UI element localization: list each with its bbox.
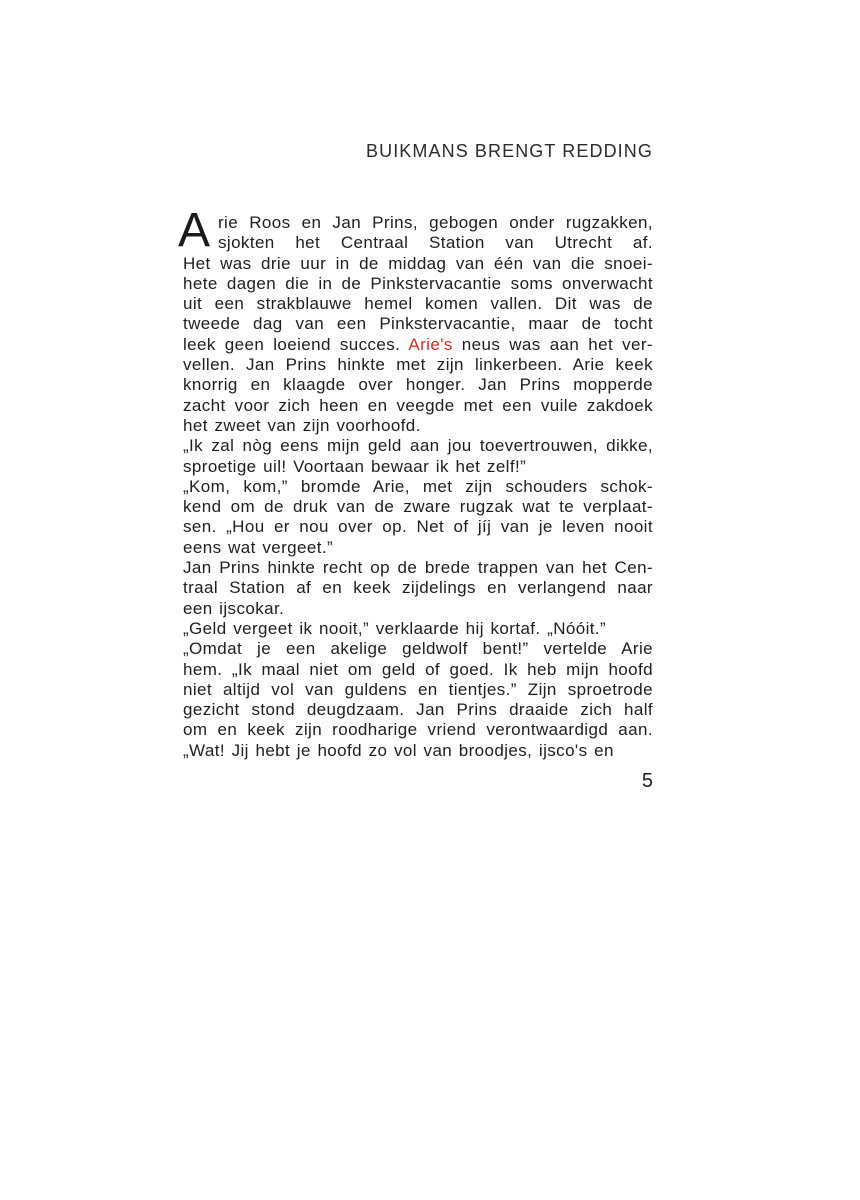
text-segment: een ijscokar. [183, 598, 285, 618]
text-segment: Het was drie uur in de middag van één van die snoei- [183, 253, 653, 273]
text-segment: „Ik zal nòg eens mijn geld aan jou toevertrouwen, dikke, [183, 436, 653, 456]
text-line [183, 254, 653, 274]
page-number: 5 [641, 770, 653, 792]
text-line [183, 497, 653, 517]
text-line [183, 213, 653, 233]
text-segment: „Kom, kom,” bromde Arie, met zijn schouders schok- [183, 476, 653, 496]
text-line [183, 314, 653, 334]
text-segment: het zweet van zijn voorhoofd. [183, 415, 421, 435]
paragraph [183, 558, 653, 619]
text-line [183, 416, 653, 436]
text-line [183, 619, 653, 639]
text-line [183, 680, 653, 700]
text-segment: „Geld vergeet ik nooit,” verklaarde hij kortaf. „Nóóit.” [183, 618, 607, 638]
text-line [183, 720, 653, 740]
text-line [183, 599, 653, 619]
text-segment: „Wat! Jij hebt je hoofd zo vol van broodjes, ijsco's en [183, 740, 614, 760]
paragraph [183, 213, 653, 436]
paragraph [183, 741, 653, 761]
text-line [183, 274, 653, 294]
text-segment: traal Station af en keek zijdelings en verlangend naar [183, 578, 653, 598]
text-line [183, 558, 653, 578]
text-segment: knorrig en klaagde over honger. Jan Prins mopperde [183, 375, 653, 395]
text-segment: hete dagen die in de Pinkstervacantie soms onverwacht [183, 273, 653, 293]
text-segment: gezicht stond deugdzaam. Jan Prins draaide zich half [183, 700, 653, 720]
text-segment: sproetige uil! Voortaan bewaar ik het zelf!” [183, 456, 527, 476]
text-line [183, 477, 653, 497]
drop-cap: A [178, 204, 211, 257]
text-segment: om en keek zijn roodharige vriend verontwaardigd aan. [183, 720, 653, 740]
text-line [183, 375, 653, 395]
text-line [183, 660, 653, 680]
text-line [183, 538, 653, 558]
text-segment: zacht voor zich heen en veegde met een vuile zakdoek [183, 395, 653, 415]
text-segment: rie Roos en Jan Prins, gebogen onder rugzakken, [218, 213, 653, 232]
text-line [183, 436, 653, 456]
text-line [183, 294, 653, 314]
text-line [183, 741, 653, 761]
text-segment: hem. „Ik maal niet om geld of goed. Ik heb mijn hoofd [183, 659, 653, 679]
text-segment: leek geen loeiend succes. [183, 334, 409, 354]
paragraph [183, 619, 653, 639]
text-segment: kend om de druk van de zware rugzak wat te verplaat- [183, 497, 653, 517]
text-line [183, 396, 653, 416]
text-segment: tweede dag van een Pinkstervacantie, maar de tocht [183, 314, 653, 334]
text-segment: „Omdat je een akelige geldwolf bent!” vertelde Arie [183, 639, 653, 659]
text-line [183, 457, 653, 477]
highlighted-word: Arie's [408, 334, 453, 354]
text-line [183, 355, 653, 375]
text-segment: eens wat vergeet.” [183, 537, 334, 557]
text-line [183, 578, 653, 598]
paragraph [183, 436, 653, 477]
text-line [183, 233, 653, 253]
body-text [178, 204, 653, 761]
text-line [183, 335, 653, 355]
text-segment: vellen. Jan Prins hinkte met zijn linkerbeen. Arie keek [183, 355, 653, 375]
chapter-title: BUIKMANS BRENGT REDDING [365, 141, 653, 161]
text-segment: Jan Prins hinkte recht op de brede trappen van het Cen- [183, 558, 653, 578]
text-segment: sjokten het Centraal Station van Utrecht af. [218, 233, 653, 253]
paragraph [183, 477, 653, 558]
text-line [183, 700, 653, 720]
text-segment: niet altijd vol van guldens en tientjes.” Zijn sproetrode [183, 679, 653, 699]
text-segment: uit een strakblauwe hemel komen vallen. Dit was de [183, 294, 653, 314]
text-line [183, 517, 653, 537]
text-line [183, 639, 653, 659]
paragraph [183, 639, 653, 740]
text-segment: sen. „Hou er nou over op. Net of jíj van je leven nooit [183, 517, 653, 537]
text-segment: neus was aan het ver- [452, 334, 653, 354]
